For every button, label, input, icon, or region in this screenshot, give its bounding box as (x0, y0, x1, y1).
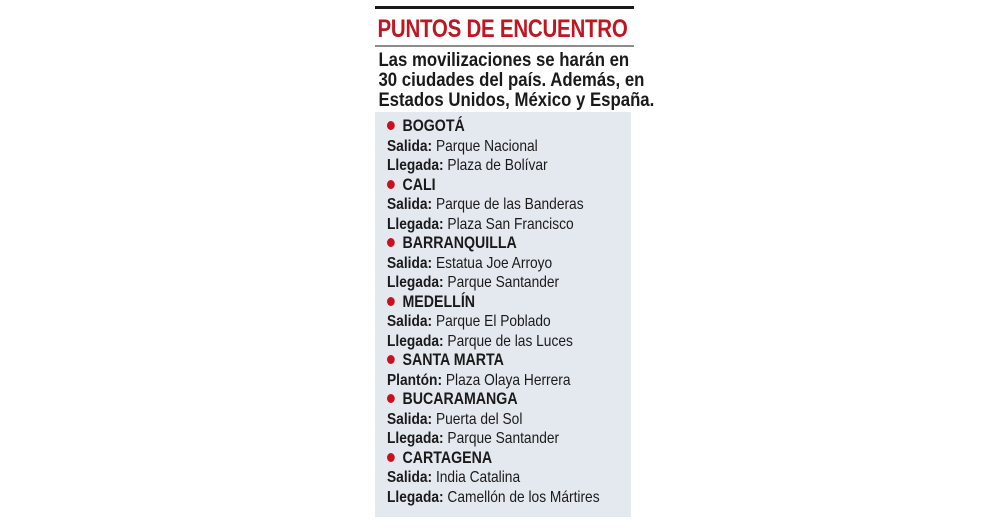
intro-line: 30 ciudades del país. Además, en (378, 69, 645, 91)
bullet-icon (387, 453, 395, 462)
list-item (387, 195, 600, 215)
city-heading (387, 293, 600, 313)
entry-label: Salida: (387, 410, 433, 428)
top-divider (375, 6, 634, 9)
entry-label: Llegada: (387, 157, 444, 174)
infographic-title: PUNTOS DE ENCUENTRO (377, 15, 628, 43)
entry-value: Parque Santander (447, 430, 560, 447)
intro-text (375, 49, 655, 111)
entry-label: Llegada: (387, 332, 444, 350)
city-heading (387, 449, 600, 469)
city-heading (387, 117, 600, 137)
entry-value: Parque de las Luces (447, 332, 573, 350)
bullet-icon (387, 355, 395, 364)
city-name: CARTAGENA (402, 448, 493, 467)
list-item (387, 371, 600, 391)
city-name: BUCARAMANGA (402, 390, 518, 408)
city-heading (387, 176, 600, 196)
city-heading (387, 234, 600, 254)
list-item (387, 332, 600, 352)
entry-value: Parque Santander (447, 274, 560, 291)
entry-value: Puerta del Sol (435, 410, 523, 428)
entry-label: Salida: (387, 196, 433, 213)
entry-value: Plaza San Francisco (447, 215, 574, 233)
entry-value: India Catalina (435, 469, 521, 486)
list-item (387, 488, 600, 508)
entry-label: Llegada: (387, 215, 444, 233)
entry-label: Llegada: (387, 488, 444, 506)
entry-label: Salida: (387, 313, 433, 330)
list-item (387, 254, 600, 274)
intro-line: Las movilizaciones se harán en (378, 49, 630, 71)
infographic-header (375, 6, 655, 111)
entry-label: Llegada: (387, 274, 444, 291)
list-item (387, 156, 600, 176)
list-item (387, 215, 600, 235)
entry-label: Llegada: (387, 430, 444, 447)
list-item (387, 137, 600, 157)
city-heading (387, 390, 600, 410)
entry-value: Parque El Poblado (435, 313, 551, 330)
city-name: MEDELLÍN (402, 292, 476, 311)
city-name: SANTA MARTA (402, 351, 504, 369)
bullet-icon (387, 121, 395, 130)
city-name: BOGOTÁ (402, 117, 465, 135)
entry-label: Salida: (387, 469, 433, 486)
entry-value: Camellón de los Mártires (447, 488, 600, 506)
bullet-icon (387, 180, 395, 189)
meeting-points-box (375, 112, 631, 517)
bullet-icon (387, 394, 395, 403)
entry-value: Estatua Joe Arroyo (435, 254, 553, 272)
list-item (387, 273, 600, 293)
entry-value: Parque de las Banderas (435, 196, 584, 213)
title-divider (375, 45, 634, 47)
list-item (387, 429, 600, 449)
city-name: CALI (402, 175, 436, 194)
list-item (387, 468, 600, 488)
intro-line: Estados Unidos, México y España. (378, 89, 655, 111)
bullet-icon (387, 297, 395, 306)
entry-value: Parque Nacional (435, 137, 538, 155)
city-name: BARRANQUILLA (402, 234, 517, 252)
meeting-points-list (387, 117, 634, 507)
entry-value: Plaza de Bolívar (447, 157, 548, 174)
entry-label: Salida: (387, 254, 433, 272)
entry-label: Plantón: (387, 371, 443, 389)
list-item (387, 312, 600, 332)
bullet-icon (387, 238, 395, 247)
entry-value: Plaza Olaya Herrera (445, 371, 571, 389)
entry-label: Salida: (387, 137, 433, 155)
list-item (387, 410, 600, 430)
city-heading (387, 351, 600, 371)
